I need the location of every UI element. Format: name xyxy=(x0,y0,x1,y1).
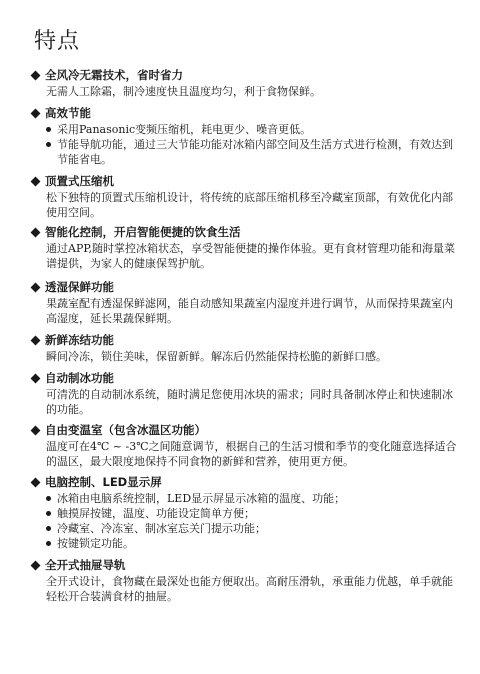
dot-bullet-icon xyxy=(46,526,51,531)
diamond-bullet-icon xyxy=(31,425,41,435)
section-heading: 透湿保鲜功能 xyxy=(45,280,114,294)
section-body: 果蔬室配有透湿保鲜滤网，能自动感知果蔬室内湿度并进行调节，从而保持果蔬室内高湿度，延长果蔬保鲜期。 xyxy=(46,297,453,325)
diamond-bullet-icon xyxy=(31,108,41,118)
section-body: 全开式设计，食物藏在最深处也能方便取出。高耐压滑轨，承重能力优越，单手就能轻松开合装满食材的抽屉。 xyxy=(46,575,453,603)
section-heading: 高效节能 xyxy=(45,106,91,120)
page-title: 特点 xyxy=(34,29,81,54)
section-led-display xyxy=(30,475,460,551)
section-smart-control xyxy=(30,225,460,271)
list-item: 按键锁定功能。 xyxy=(46,536,460,551)
section-body: 通过APP,随时掌控冰箱状态，享受智能便捷的操作体验。更有食材管理功能和海量菜谱提供，为家人的健康保驾护航。 xyxy=(46,242,456,270)
dot-bullet-icon xyxy=(46,127,51,132)
list-item: 冷藏室、冷冻室、制冰室忘关门提示功能； xyxy=(46,521,460,536)
section-fresh-freeze xyxy=(30,333,460,364)
section-frost-free xyxy=(30,68,460,99)
diamond-bullet-icon xyxy=(31,477,41,487)
diamond-bullet-icon xyxy=(31,560,41,570)
section-heading: 电脑控制、LED显示屏 xyxy=(45,475,162,489)
section-heading: 全风冷无霜技术，省时省力 xyxy=(45,68,183,82)
section-body: 温度可在4℃ ~ -3℃之间随意调节，根据自己的生活习惯和季节的变化随意选择适合的温区，最大限度地保持不同食物的新鲜和营养，使用更方便。 xyxy=(46,440,457,468)
diamond-bullet-icon xyxy=(31,373,41,383)
section-top-compressor xyxy=(30,174,460,220)
section-ice-maker xyxy=(30,371,460,417)
section-body: 松下独特的顶置式压缩机设计，将传统的底部压缩机移至冷藏室顶部，有效优化内部使用空间。 xyxy=(46,191,453,219)
bullet-list xyxy=(46,491,460,551)
dot-bullet-icon xyxy=(46,541,51,546)
diamond-bullet-icon xyxy=(31,227,41,237)
section-drawer-rails xyxy=(30,558,460,604)
section-body: 可清洗的自动制冰系统，随时满足您使用冰块的需求；同时具备制冰停止和快速制冰的功能。 xyxy=(46,388,453,416)
section-heading: 新鲜冻结功能 xyxy=(45,333,114,347)
dot-bullet-icon xyxy=(46,496,51,501)
list-item: 冰箱由电脑系统控制，LED显示屏显示冰箱的温度、功能； xyxy=(46,491,460,506)
diamond-bullet-icon xyxy=(31,335,41,345)
section-energy-saving xyxy=(30,106,460,167)
section-heading: 智能化控制，开启智能便捷的饮食生活 xyxy=(45,225,241,239)
section-heading: 自由变温室（包含冰温区功能） xyxy=(45,423,206,437)
section-heading: 全开式抽屉导轨 xyxy=(45,558,126,572)
dot-bullet-icon xyxy=(46,511,51,516)
list-item: 采用Panasonic变频压缩机，耗电更少、噪音更低。 xyxy=(46,122,460,137)
bullet-list xyxy=(46,122,460,167)
section-body: 瞬间冷冻，锁住美味，保留新鲜。解冻后仍然能保持松脆的新鲜口感。 xyxy=(46,350,387,363)
diamond-bullet-icon xyxy=(31,282,41,292)
dot-bullet-icon xyxy=(46,142,51,147)
diamond-bullet-icon xyxy=(31,70,41,80)
list-item: 节能导航功能，通过三大节能功能对冰箱内部空间及生活方式进行检测，有效达到节能省电。 xyxy=(46,137,460,167)
diamond-bullet-icon xyxy=(31,176,41,186)
section-variable-room xyxy=(30,423,460,469)
list-item: 触摸屏按键，温度、功能设定简单方便； xyxy=(46,506,460,521)
section-humidity xyxy=(30,280,460,326)
section-body: 无需人工除霜，制冷速度快且温度均匀，利于食物保鲜。 xyxy=(46,85,321,98)
section-heading: 自动制冰功能 xyxy=(45,371,114,385)
section-heading: 顶置式压缩机 xyxy=(45,174,114,188)
